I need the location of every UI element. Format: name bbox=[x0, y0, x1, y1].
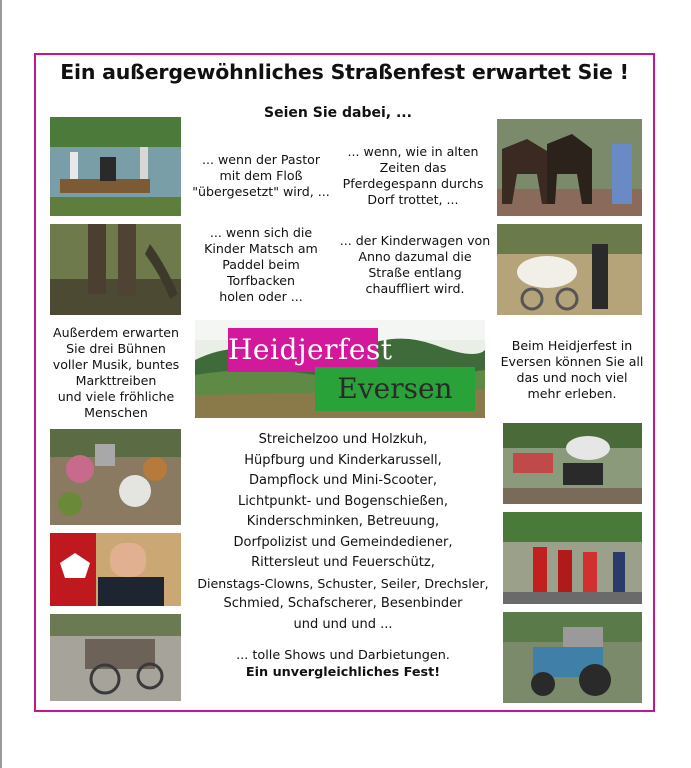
heidjerfest-logo bbox=[195, 320, 485, 418]
photo-mud-boots bbox=[50, 224, 181, 315]
text-buehnen: Außerdem erwarten Sie drei Bühnen voller Musik, buntes Markttreiben und viele fröhliche Menschen bbox=[52, 325, 180, 420]
photo-parade bbox=[503, 512, 642, 604]
photo-horse-carriage bbox=[50, 614, 181, 701]
attraction-line: Schmied, Schafscherer, Besenbinder bbox=[223, 596, 463, 611]
photo-tractor bbox=[503, 612, 642, 703]
text-pastor: ... wenn der Pastor mit dem Floß "übergesetzt" wird, ... bbox=[192, 152, 330, 199]
logo-heidjerfest: Heidjerfest bbox=[228, 328, 378, 372]
page-edge-line bbox=[0, 0, 2, 768]
photo-market-decor bbox=[50, 429, 181, 525]
attraction-line: und und und ... bbox=[293, 616, 393, 632]
text-pferdegespann: ... wenn, wie in alten Zeiten das Pferdegespann durchs Dorf trottet, ... bbox=[342, 144, 484, 207]
photo-mini-train bbox=[503, 423, 642, 504]
attraction-line: Lichtpunkt- und Bogenschießen, bbox=[237, 493, 449, 509]
attraction-line: Hüpfburg und Kinderkarussell, bbox=[244, 452, 442, 468]
attraction-line: Dampflock und Mini-Scooter, bbox=[249, 473, 437, 488]
logo-eversen: Eversen bbox=[315, 367, 475, 411]
attraction-line: Streichelzoo und Holzkuh, bbox=[258, 432, 428, 447]
poster-title: Ein außergewöhnliches Straßenfest erwartet Sie ! bbox=[60, 60, 629, 84]
photo-horse-team bbox=[497, 119, 642, 216]
attraction-line: Kinderschminken, Betreuung, bbox=[246, 514, 440, 529]
poster-subtitle: Seien Sie dabei, ... bbox=[264, 105, 412, 121]
text-erleben: Beim Heidjerfest in Eversen können Sie all das und noch viel mehr erleben. bbox=[500, 338, 644, 401]
attraction-line: Rittersleut und Feuerschütz, bbox=[251, 555, 435, 570]
photo-pastor-raft bbox=[50, 117, 181, 216]
attraction-line: Dienstags-Clowns, Schuster, Seiler, Drechsler, bbox=[197, 575, 489, 591]
footer-line-shows: ... tolle Shows und Darbietungen. bbox=[236, 648, 450, 663]
footer-line-fest: Ein unvergleichliches Fest! bbox=[245, 665, 441, 680]
footer-text bbox=[193, 647, 493, 681]
photo-politician bbox=[50, 533, 181, 606]
photo-pram bbox=[497, 224, 642, 315]
text-kinderwagen: ... der Kinderwagen von Anno dazumal die Straße entlang chauffliert wird. bbox=[339, 233, 491, 296]
attraction-line: Dorfpolizist und Gemeindediener, bbox=[233, 534, 453, 550]
attractions-list bbox=[193, 430, 493, 635]
text-matsch: ... wenn sich die Kinder Matsch am Paddel beim Torfbacken holen oder ... bbox=[204, 225, 318, 304]
